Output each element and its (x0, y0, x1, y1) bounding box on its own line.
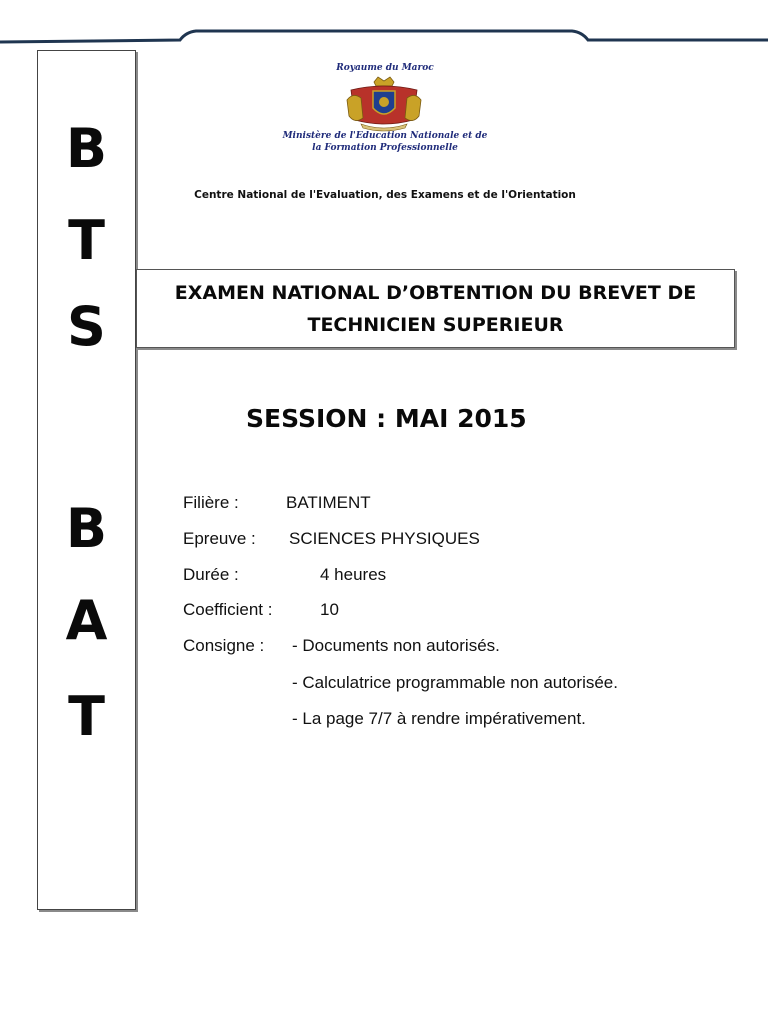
top-border-band (0, 0, 768, 48)
exam-title-line-1: EXAMEN NATIONAL D’OBTENTION DU BREVET DE (174, 281, 697, 304)
epreuve-value: SCIENCES PHYSIQUES (289, 529, 480, 548)
exam-title-box (136, 269, 735, 348)
side-letter-b2: B (65, 497, 108, 560)
coefficient-label: Coefficient : (183, 600, 273, 619)
consigne-item: - La page 7/7 à rendre impérativement. (292, 709, 586, 728)
duree-label: Durée : (183, 565, 239, 584)
side-letter-b1: B (65, 117, 108, 180)
exam-title-line-2: TECHNICIEN SUPERIEUR (307, 313, 564, 336)
filiere-value: BATIMENT (286, 493, 371, 512)
consigne-item: - Documents non autorisés. (292, 636, 500, 655)
side-letter-s: S (67, 295, 106, 358)
royal-emblem-icon (343, 76, 425, 134)
centre-label: Centre National de l'Evaluation, des Examens et de l'Orientation (194, 189, 576, 201)
ministry-line-1: Ministère de l'Education Nationale et de (282, 131, 488, 141)
duree-value: 4 heures (320, 565, 387, 584)
session-title: SESSION : MAI 2015 (246, 404, 527, 433)
kingdom-label: Royaume du Maroc (336, 63, 434, 73)
side-letter-a: A (65, 589, 108, 652)
side-letter-t2: T (68, 685, 105, 748)
filiere-label: Filière : (183, 493, 239, 512)
side-letter-t1: T (68, 209, 105, 272)
consigne-item: - Calculatrice programmable non autorisée. (292, 673, 618, 692)
consigne-label: Consigne : (183, 636, 265, 655)
coefficient-value: 10 (320, 600, 339, 619)
ministry-line-2: la Formation Professionnelle (312, 143, 458, 153)
side-banner (37, 50, 136, 910)
epreuve-label: Epreuve : (183, 529, 256, 548)
ministry-label (270, 130, 500, 154)
